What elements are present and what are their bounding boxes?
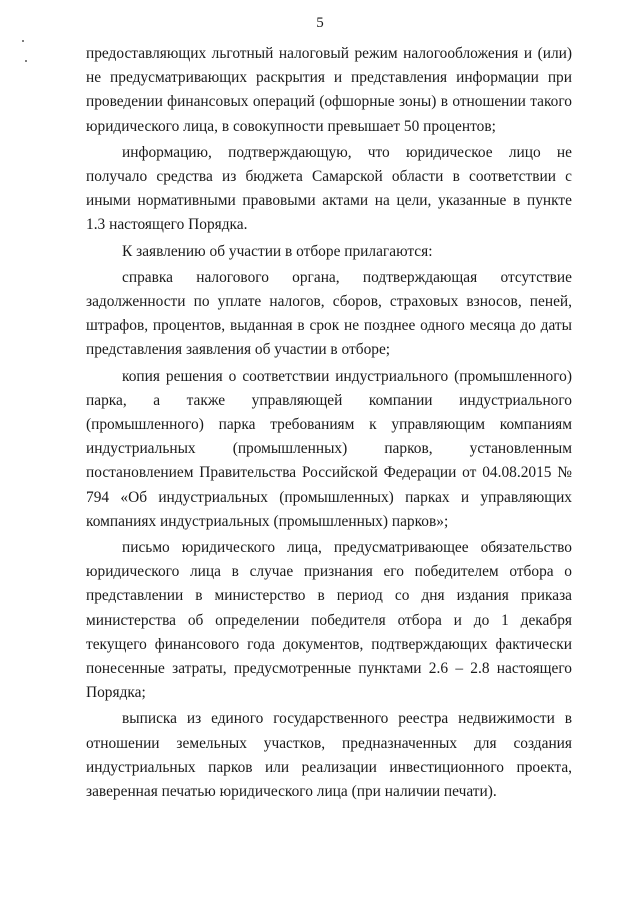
paragraph-offshore-continuation: предоставляющих льготный налоговый режим налогообложения и (или) не предусматривающих раскрытия и представления информации при проведении финансовых операций (офшорные зоны) в отношении такого юридического лица, в совокупности превышает 50 процентов; bbox=[86, 45, 572, 135]
paragraph-budget-funds: информацию, подтверждающую, что юридическое лицо не получало средства из бюджета Самарской области в соответствии с иными нормативными правовыми актами на цели, указанные в пункте 1.3 настоящего Порядка. bbox=[86, 143, 572, 234]
scan-speck bbox=[22, 40, 24, 42]
paragraph-park-decision-copy: копия решения о соответствии индустриального (промышленного) парка, а также управляющей компании индустриального (промышленного) парка требованиям к управляющим компаниям индустриальных (промышленных) парков, установленным постановлением Правительства Российской Федерации от 04.08.2015 № 794 «Об индустриальных (промышленных) парках и управляющих компаниях индустриальных (промышленных) парков»; bbox=[86, 367, 572, 530]
paragraph-registry-extract: выписка из единого государственного реестра недвижимости в отношении земельных участков, предназначенных для создания индустриальных парков или реализации инвестиционного проекта, заверенная печатью юридического лица (при наличии печати). bbox=[86, 710, 572, 801]
paragraph-obligation-letter: письмо юридического лица, предусматривающее обязательство юридического лица в случае признания его победителем отбора о представлении в министерство в период со дня издания приказа министерства об определении победителя отбора и до 1 декабря текущего финансового года документов, подтверждающих фактически понесенные затраты, предусмотренные пунктами 2.6 – 2.8 настоящего Порядка; bbox=[86, 539, 572, 702]
paragraph-tax-certificate: справка налогового органа, подтверждающая отсутствие задолженности по уплате налогов, сборов, страховых взносов, пеней, штрафов, процентов, выданная в срок не позднее одного месяца до даты представления заявления об участии в отборе; bbox=[86, 268, 572, 359]
page-number: 5 bbox=[316, 15, 324, 31]
paragraph-attachments-intro: К заявлению об участии в отборе прилагаются: bbox=[122, 242, 433, 260]
scan-speck bbox=[25, 60, 27, 62]
document-body bbox=[86, 42, 572, 806]
